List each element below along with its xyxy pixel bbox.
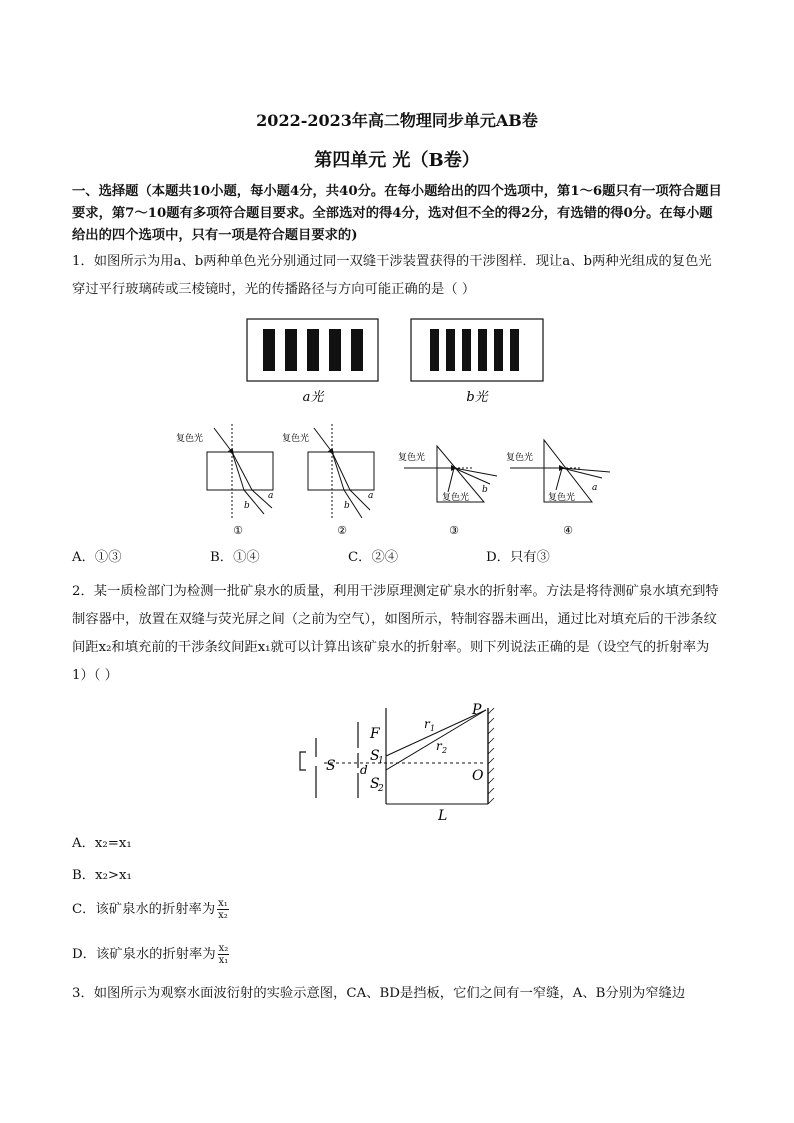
caption-a: a光 — [302, 390, 324, 405]
fringe-b-5 — [494, 329, 503, 371]
q1-option-a[interactable]: A．①③ — [72, 550, 122, 565]
diagram-1 — [207, 424, 273, 518]
interference-patterns-figure — [245, 317, 545, 407]
question-1-stem: 1．如图所示为用a、b两种单色光分别通过同一双缝干涉装置获得的干涉图样．现让a、b两种光组成的复色光穿过平行玻璃砖或三棱镜时，光的传播路径与方向可能正确的是（ ） — [72, 254, 712, 297]
fringe-b-2 — [446, 329, 455, 371]
label-r2-sub: 2 — [442, 746, 448, 755]
paper-title: 2022-2023年高二物理同步单元AB卷 — [256, 111, 538, 130]
label-p: P — [472, 702, 482, 718]
mixed-light-label-3b: 复色光 — [442, 493, 470, 503]
label-s2: S — [370, 776, 380, 792]
label-r1: r — [424, 717, 430, 731]
pattern-a-fringes — [263, 329, 363, 371]
q2-option-c-numerator: x₁ — [218, 898, 228, 909]
exit-a-3 — [454, 468, 497, 476]
q2-option-c[interactable] — [72, 898, 229, 921]
fringe-a-3 — [307, 329, 319, 371]
label-d: d — [360, 763, 368, 777]
label-s: S — [326, 758, 336, 774]
label-s2-sub: 2 — [378, 784, 384, 794]
mixed-light-label-4b: 复色光 — [548, 493, 576, 503]
q2-option-d-numerator: x₂ — [218, 943, 229, 954]
q2-option-d-denominator: x₁ — [218, 955, 229, 966]
label-b-2: b — [344, 501, 350, 511]
incident-ray-2 — [314, 428, 332, 452]
label-l: L — [438, 808, 448, 824]
label-b-1: b — [244, 501, 250, 511]
fringe-b-1 — [430, 329, 439, 371]
refracted-a-2 — [332, 452, 350, 490]
caption-b: b光 — [466, 390, 488, 405]
glass-slab-1 — [207, 452, 273, 490]
diagram-2 — [308, 424, 374, 518]
fringe-b-6 — [510, 329, 519, 371]
screen-hatching — [488, 708, 494, 804]
q2-option-c-text: C．该矿泉水的折射率为 — [72, 902, 216, 917]
q2-option-c-fraction — [217, 898, 229, 921]
refracted-b-2 — [332, 452, 344, 490]
fringe-b-3 — [462, 329, 471, 371]
question-2-stem: 2．某一质检部门为检测一批矿泉水的质量，利用干涉原理测定矿泉水的折射率。方法是将待测矿泉水填充到特制容器中，放置在双缝与荧光屏之间（之前为空气），如图所示，特制容器未画出，通过比对填充后的干涉条纹间距x₂和填充前的干涉条纹间距x₁就可以计算出该矿泉水的折射率。则下列说法正确的是（设空气的折射率为1）（ ） — [72, 584, 719, 683]
unit-title: 第四单元 光（B卷） — [314, 150, 480, 171]
fringe-b-4 — [478, 329, 487, 371]
fringe-a-2 — [285, 329, 297, 371]
incident-ray-1 — [214, 428, 232, 452]
label-s1: S — [370, 748, 380, 764]
double-slit-figure — [296, 700, 508, 826]
q2-option-d[interactable] — [72, 943, 229, 966]
q1-option-d[interactable]: D．只有③ — [486, 550, 550, 565]
pattern-b-fringes — [430, 329, 519, 371]
exit-b-3 — [454, 468, 490, 484]
fringe-a-4 — [329, 329, 341, 371]
mixed-light-label-1: 复色光 — [176, 434, 204, 444]
fringe-a-5 — [351, 329, 363, 371]
reflected-4 — [556, 468, 562, 490]
source-bracket — [300, 752, 306, 770]
mixed-light-label-3: 复色光 — [398, 453, 426, 463]
q2-option-a[interactable]: A．x₂=x₁ — [72, 836, 132, 851]
label-a-2: a — [368, 491, 374, 501]
mixed-light-label-2: 复色光 — [282, 434, 310, 444]
mixed-light-label-4: 复色光 — [506, 453, 534, 463]
q2-option-b[interactable]: B．x₂>x₁ — [72, 868, 132, 883]
label-a-4: a — [592, 483, 598, 493]
label-r1-sub: 1 — [430, 724, 436, 733]
light-path-diagrams — [172, 418, 612, 542]
diagram-num-2: ② — [337, 524, 347, 537]
diagram-num-3: ③ — [449, 524, 459, 537]
reflected-3 — [448, 468, 454, 492]
q1-option-b[interactable]: B．①④ — [210, 550, 260, 565]
fringe-a-1 — [263, 329, 275, 371]
label-a-1: a — [268, 491, 274, 501]
q2-option-c-denominator: x₂ — [218, 910, 228, 921]
q1-option-c[interactable]: C．②④ — [348, 550, 399, 565]
diagram-num-1: ① — [233, 524, 243, 537]
label-b-3: b — [482, 485, 488, 495]
q2-option-d-text: D．该矿泉水的折射率为 — [72, 947, 216, 962]
question-3-stem: 3．如图所示为观察水面波衍射的实验示意图，CA、BD是挡板，它们之间有一窄缝，A、B分别为窄缝边 — [72, 986, 686, 1001]
exit-a-2 — [350, 490, 370, 510]
label-f: F — [370, 726, 380, 742]
label-o: O — [472, 768, 484, 784]
label-r2: r — [436, 739, 442, 753]
label-s1-sub: 1 — [378, 756, 384, 766]
diagram-num-4: ④ — [563, 524, 573, 537]
section-heading: 一、选择题（本题共10小题，每小题4分，共40分。在每小题给出的四个选项中，第1～6题只有一项符合题目要求，第7～10题有多项符合题目要求。全部选对的得4分，选对但不全的得2分，有选错的得0分。在每小题给出的四个选项中，只有一项是符合题目要求的) — [72, 184, 722, 243]
q2-option-d-fraction — [218, 943, 230, 966]
